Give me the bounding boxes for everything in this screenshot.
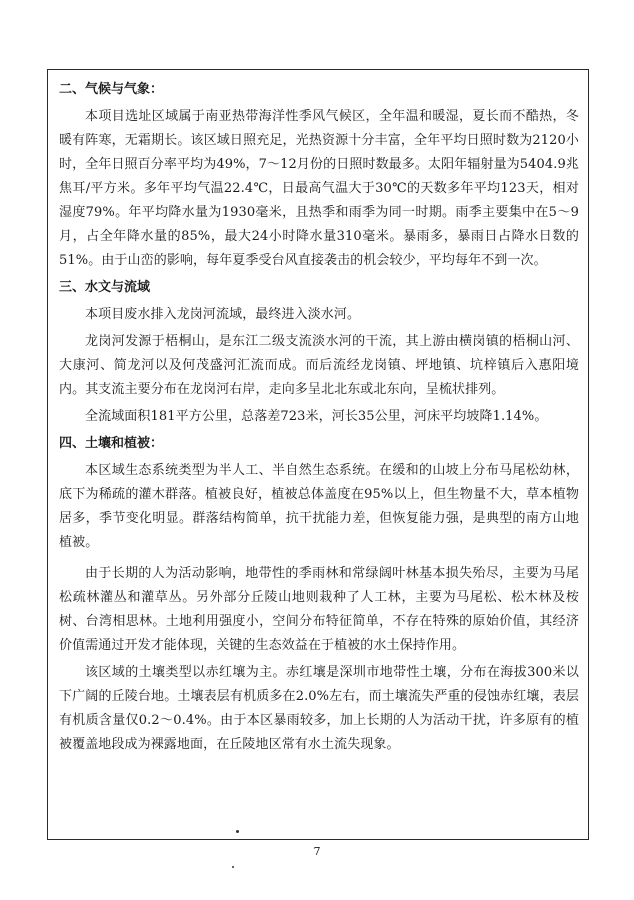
paragraph-climate: 本项目选址区域属于南亚热带海洋性季风气候区，全年温和暖湿，夏长而不酷热，冬暖有阵寒，无霜期长。该区域日照充足，光热资源十分丰富，全年平均日照时数为2120小时，全年日照百分率平均为49%，7～12月份的日照时数最多。太阳年辐射量为5404.9兆焦耳/平方米。多年平均气温22.4℃，日最高气温大于30℃的天数多年平均123天，相对湿度79%。年平均降水量为1930毫米，且热季和雨季为同一时期。雨季主要集中在5～9月，占全年降水量的85%，最大24小时降水量310毫米。暴雨多，暴雨日占降水日数的51%。由于山峦的影响，每年夏季受台风直接袭击的机会较少，平均每年不到一次。 (59, 109, 579, 268)
scan-speck (236, 830, 239, 833)
section-heading-hydrology: 三、水文与流域 (59, 280, 151, 295)
paragraph-soil-vegetation-2: 由于长期的人为活动影响，地带性的季雨林和常绿阔叶林基本损失殆尽，主要为马尾松疏林灌丛和灌草丛。另外部分丘陵山地则栽种了人工林，主要为马尾松、松木林及桉树、台湾相思林。土地利用强度小，空间分布特征简单，不存在特殊的原始价值，其经济价值需通过开发才能体现，关键的生态效益在于植被的水土保持作用。 (59, 566, 579, 653)
paragraph-hydrology-3: 全流域面积181平方公里，总落差723米，河长35公里，河床平均坡降1.14%。 (85, 409, 548, 424)
paragraph-hydrology-2: 龙岗河发源于梧桐山，是东江二级支流淡水河的干流，其上游由横岗镇的梧桐山河、大康河、简龙河以及何茂盛河汇流而成。而后流经龙岗镇、坪地镇、坑梓镇后入惠阳境内。其支流主要分布在龙岗河右岸，走向多呈北北东或北东向，呈梳状排列。 (59, 334, 579, 397)
scan-speck (232, 866, 234, 868)
page-number: 7 (313, 845, 321, 858)
document-body (59, 78, 579, 757)
paragraph-hydrology-1: 本项目废水排入龙岗河流域，最终进入淡水河。 (85, 307, 361, 322)
section-heading-soil-vegetation: 四、土壤和植被： (59, 436, 164, 451)
paragraph-soil-vegetation-3: 该区域的土壤类型以赤红壤为主。赤红壤是深圳市地带性土壤，分布在海拔300米以下广阔的丘陵台地。土壤表层有机质多在2.0%左右，而土壤流失严重的侵蚀赤红壤，表层有机质含量仅0.2～0.4%。由于本区暴雨较多，加上长期的人为活动干扰，许多原有的植被覆盖地段成为裸露地面，在丘陵地区常有水土流失现象。 (59, 665, 579, 752)
paragraph-soil-vegetation-1: 本区域生态系统类型为半人工、半自然生态系统。在缓和的山坡上分布马尾松幼林，底下为稀疏的灌木群落。植被良好，植被总体盖度在95%以上，但生物量不大，草本植物居多，季节变化明显。群落结构简单，抗干扰能力差，但恢复能力强，是典型的南方山地植被。 (59, 463, 579, 550)
section-heading-climate: 二、气候与气象： (59, 82, 164, 97)
